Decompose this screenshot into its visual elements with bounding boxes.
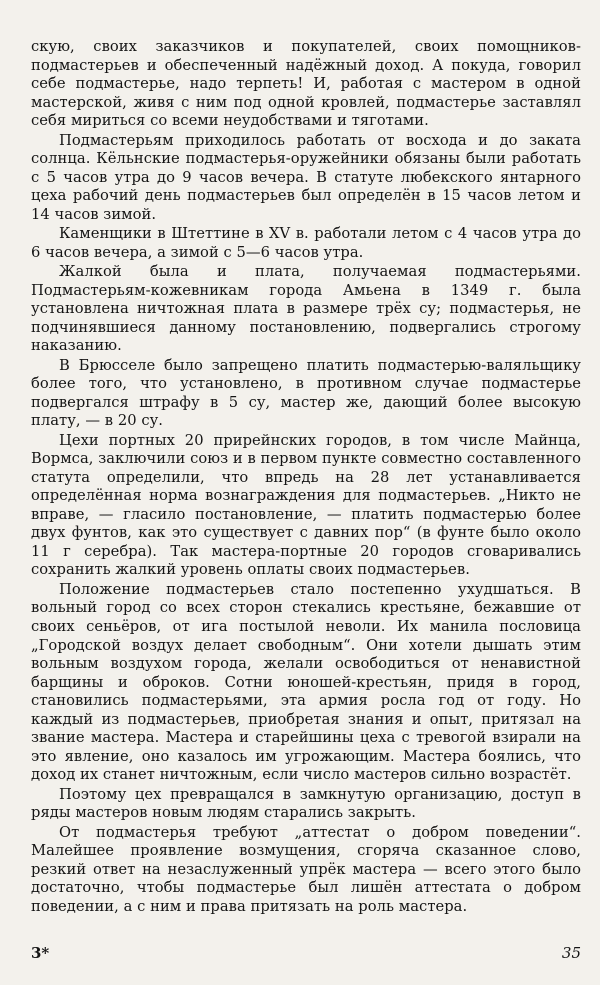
paragraph-brussels: В Брюсселе было запрещено платить подмастерью-валяльщику более того, что установлено, в противном случае подмастерье подвергался штрафу в 5 су, мастер же, дающий более высокую плату, — в 20 су. bbox=[31, 356, 581, 430]
paragraph-closed-guild: Поэтому цех превращался в замкнутую организацию, доступ в ряды мастеров новым людям старались закрыть. bbox=[31, 785, 581, 822]
paragraph-certificate: От подмастерья требуют „аттестат о добром поведении“. Малейшее проявление возмущения, сгоряча сказанное слово, резкий ответ на незаслуженный упрёк мастера — всего этого было достаточно, чтобы подмастерье был лишён аттестата о добром поведении, а с ним и права притязать на роль мастера. bbox=[31, 823, 581, 915]
body-text bbox=[31, 38, 581, 916]
paragraph-tailors: Цехи портных 20 прирейнских городов, в том числе Майнца, Вормса, заключили союз и в первом пункте совместно составленного статута определили, что впредь на 28 лет устанавливается определённая норма вознаграждения для подмастерьев. „Никто не вправе, — гласило постановление, — платить подмастерью более двух фунтов, как это существует с давних пор“ (в фунте было около 11 г серебра). Так мастера-портные 20 городов сговаривались сохранить жалкий уровень оплаты своих подмастерьев. bbox=[31, 431, 581, 579]
page-footer bbox=[31, 944, 581, 962]
paragraph-situation: Положение подмастерьев стало постепенно ухудшаться. В вольный город со всех сторон стекались крестьяне, бежавшие от своих сеньёров, от ига постылой неволи. Их манила пословица „Городской воздух делает свободным“. Они хотели дышать этим вольным воздухом города, желали освободиться от ненавистной барщины и оброков. Сотни юношей-крестьян, придя в город, становились подмастерьями, эта армия росла год от году. Но каждый из подмастерьев, приобретая знания и опыт, притязал на звание мастера. Мастера и старейшины цеха с тревогой взирали на это явление, оно казалось им угрожающим. Мастера боялись, что доход их станет ничтожным, если число мастеров сильно возрастёт. bbox=[31, 580, 581, 784]
paragraph-continuation: скую, своих заказчиков и покупателей, своих помощников-подмастерьев и обеспеченный надёжный доход. А покуда, говорил себе подмастерье, надо терпеть! И, работая с мастером в одной мастерской, живя с ним под одной кровлей, подмастерье заставлял себя мириться со всеми неудобствами и тяготами. bbox=[31, 38, 581, 130]
signature-mark: 3* bbox=[31, 944, 50, 962]
paragraph-masons: Каменщики в Штеттине в XV в. работали летом с 4 часов утра до 6 часов вечера, а зимой с 5—6 часов утра. bbox=[31, 225, 581, 261]
paragraph-working-hours: Подмастерьям приходилось работать от восхода и до заката солнца. Кёльнские подмастерья-оружейники обязаны были работать с 5 часов утра до 9 часов вечера. В статуте любекского янтарного цеха рабочий день подмастерьев был определён в 15 часов летом и 14 часов зимой. bbox=[31, 131, 581, 223]
paragraph-wages: Жалкой была и плата, получаемая подмастерьями. Подмастерьям-кожевникам города Амьена в 1349 г. была установлена ничтожная плата в размере трёх су; подмастерья, не подчинявшиеся данному постановлению, подвергались строгому наказанию. bbox=[31, 263, 581, 355]
page-number: 35 bbox=[561, 944, 581, 962]
